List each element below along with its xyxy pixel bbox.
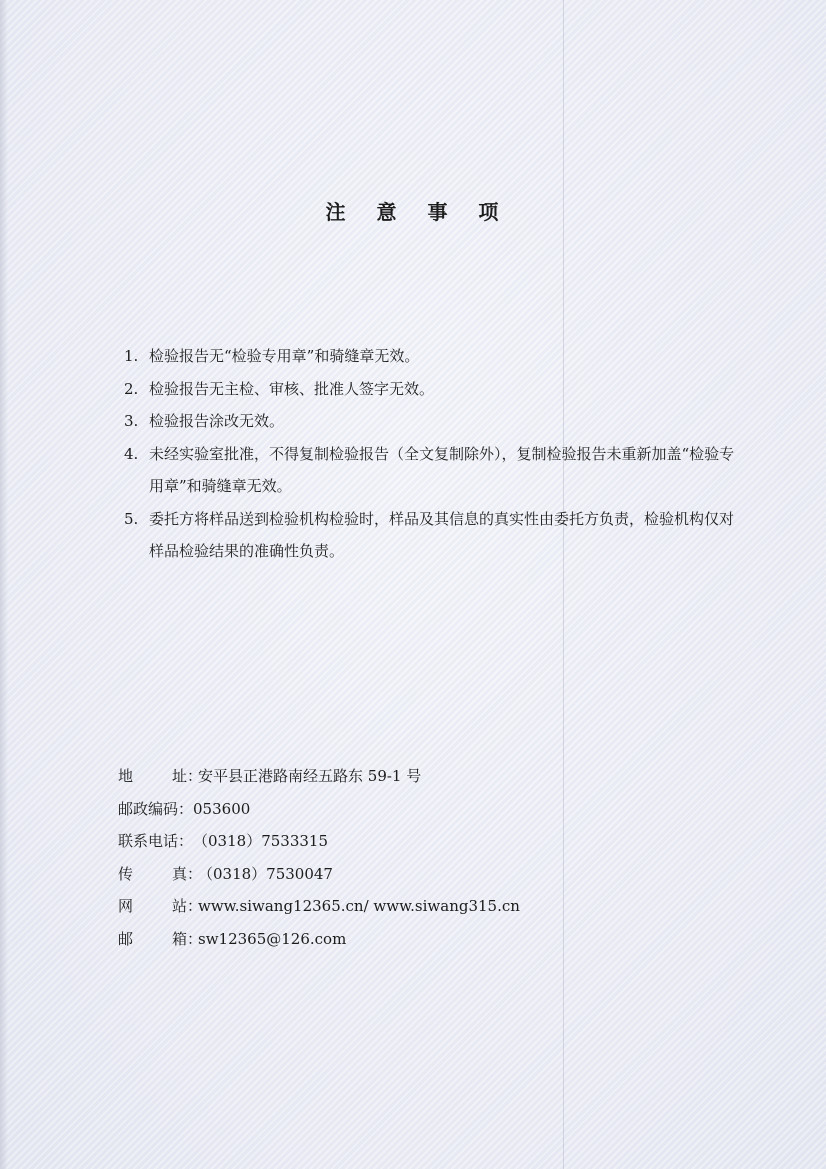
page-left-edge (0, 0, 8, 1169)
contact-block (118, 760, 678, 956)
notes-list (118, 340, 738, 568)
postcode-label: 邮政编码： (118, 799, 194, 818)
note-text: 委托方将样品送到检验机构检验时，样品及其信息的真实性由委托方负责，检验机构仅对样品检验结果的准确性负责。 (149, 509, 735, 560)
fold-line (563, 0, 564, 1169)
email-value: sw12365@126.com (198, 929, 347, 948)
note-item (118, 373, 738, 406)
website-label: 网 站： (118, 897, 203, 916)
note-text: 检验报告涂改无效。 (149, 412, 285, 430)
fax-value: （0318）7530047 (198, 864, 333, 883)
note-number: 5. (124, 509, 139, 528)
note-number: 4. (124, 444, 139, 463)
contact-phone (118, 825, 678, 858)
contact-fax (118, 858, 678, 891)
website-value: www.siwang12365.cn/ www.siwang315.cn (198, 897, 520, 916)
contact-email (118, 923, 678, 956)
page-title: 注 意 事 项 (325, 200, 511, 224)
note-item (118, 340, 738, 373)
email-label: 邮 箱： (118, 929, 203, 948)
note-text: 检验报告无主检、审核、批准人签字无效。 (149, 379, 435, 398)
phone-label: 联系电话： (118, 832, 194, 851)
fax-label: 传 真： (118, 864, 203, 883)
note-number: 3. (124, 412, 139, 430)
phone-value: （0318）7533315 (193, 832, 328, 851)
note-item (118, 405, 738, 438)
contact-website (118, 890, 678, 923)
note-number: 2. (124, 379, 139, 398)
address-label: 地 址： (118, 767, 203, 785)
address-value: 安平县正港路南经五路东 59-1 号 (198, 767, 422, 785)
postcode-value: 053600 (193, 799, 251, 818)
note-item (118, 438, 738, 503)
contact-postcode (118, 793, 678, 826)
contact-address (118, 760, 678, 793)
note-number: 1. (124, 347, 139, 365)
note-text: 检验报告无“检验专用章”和骑缝章无效。 (149, 347, 420, 365)
note-item (118, 503, 738, 568)
note-text: 未经实验室批准，不得复制检验报告（全文复制除外），复制检验报告未重新加盖“检验专用章”和骑缝章无效。 (149, 444, 735, 495)
